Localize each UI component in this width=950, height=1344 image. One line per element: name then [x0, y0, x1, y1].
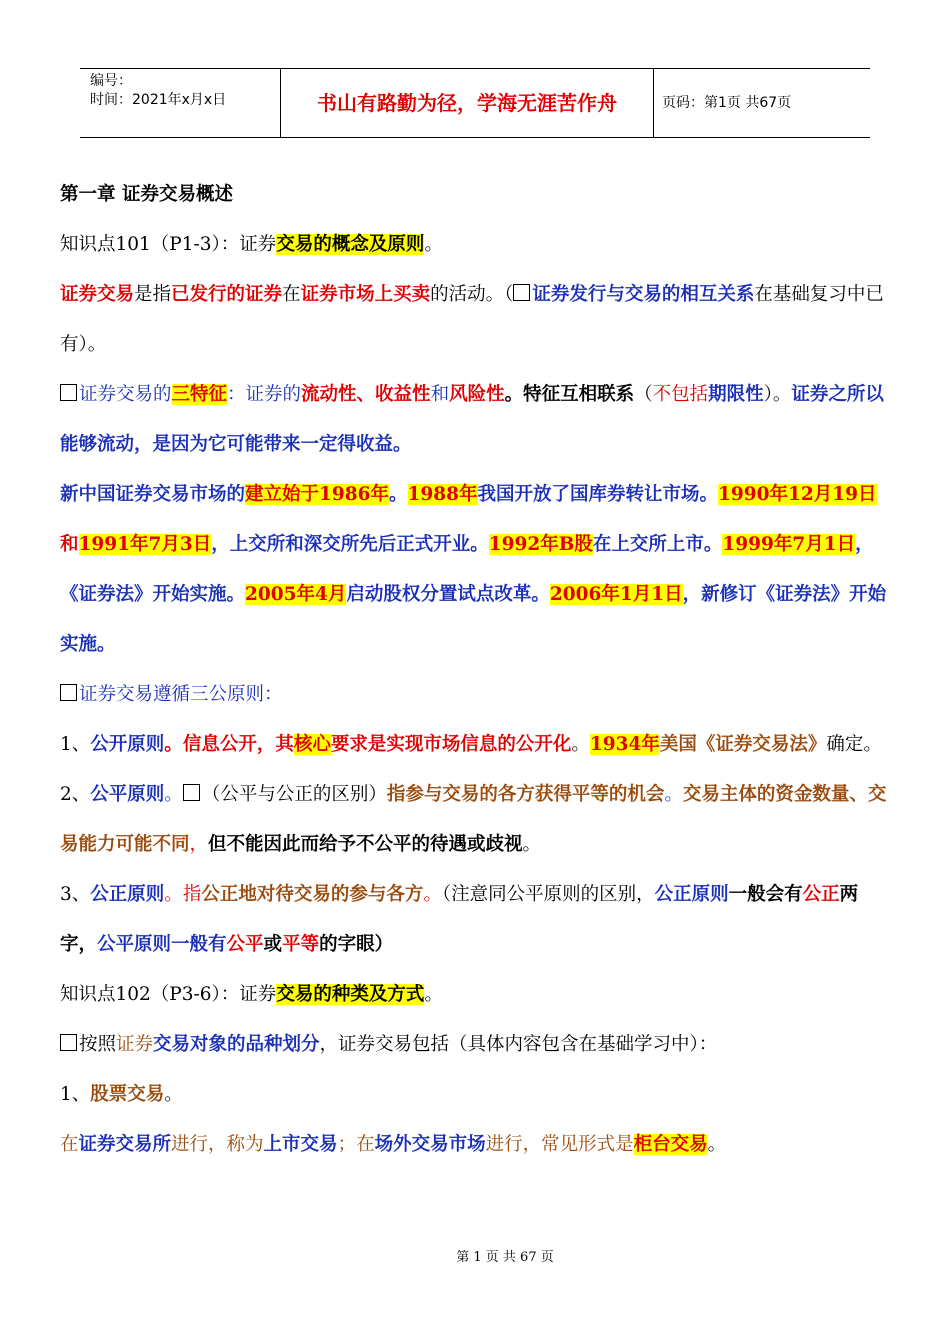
kp101-prefix: 知识点101（P1-3）：证券	[60, 234, 277, 255]
term: 核心	[293, 734, 331, 755]
text: 。	[664, 784, 683, 805]
text: 进行，称为	[171, 1134, 264, 1155]
kp102	[60, 970, 894, 1020]
text: 。	[164, 884, 183, 905]
paragraph-principle-3	[60, 870, 894, 970]
text: ，证券交易包括（具体内容包含在基础学习中）：	[319, 1034, 718, 1055]
text: 。	[423, 884, 442, 905]
checkbox-icon	[513, 284, 530, 301]
document-body	[60, 170, 894, 1170]
text: 。	[571, 734, 590, 755]
checkbox-icon	[183, 784, 200, 801]
date: 1988年	[407, 484, 478, 505]
paragraph-classification	[60, 1020, 894, 1070]
text: 。	[389, 484, 408, 505]
text: 信息公开，其	[182, 734, 294, 755]
text: 或	[263, 934, 283, 955]
date: 1992年B股	[488, 534, 593, 555]
checkbox-icon	[60, 1034, 77, 1051]
term: 公开原则	[90, 734, 165, 755]
kp101	[60, 220, 894, 270]
term: 平等	[282, 934, 320, 955]
term: 《证券交易法》	[696, 734, 827, 755]
text: 公正地对待交易的参与各方	[201, 884, 424, 905]
text: 的活动。（	[430, 284, 514, 305]
term: 公正原则	[654, 884, 729, 905]
date: 1999年7月1日	[722, 534, 856, 555]
text: ：证券的	[227, 384, 302, 405]
text: 是指	[134, 284, 172, 305]
text: （注意同公平原则的区别，	[441, 884, 655, 905]
term: 场外交易市场	[374, 1134, 486, 1155]
text: 在上交所上市。	[592, 534, 723, 555]
text: ）。	[763, 384, 792, 405]
date: 1990年12月19日	[718, 484, 877, 505]
kp101-suffix: 。	[424, 234, 443, 255]
paragraph-history	[60, 470, 894, 670]
paragraph-principle-1	[60, 720, 894, 770]
text: ，上交所和深交所先后正式开业。	[211, 534, 489, 555]
text: 证券交易的	[79, 384, 172, 405]
text: 在	[60, 1134, 79, 1155]
text: 和	[60, 534, 79, 555]
text: 公平原则一般有	[97, 934, 227, 955]
text: 。特征互相联系	[504, 384, 635, 405]
text: ，《证券法》开始实施。	[60, 534, 874, 605]
text: ，新修订《证券法》开始实施。	[60, 584, 887, 655]
date: 1934年	[589, 734, 660, 755]
term: 期限性	[708, 384, 764, 405]
motto: 书山有路勤为径，学海无涯苦作舟	[280, 69, 654, 137]
term: 公正	[802, 884, 840, 905]
text: 证券	[116, 1034, 154, 1055]
text: 新中国证券交易市场的	[60, 484, 246, 505]
term: 证券交易	[60, 284, 135, 305]
text: 指参与交易的各方获得平等的机会	[386, 784, 665, 805]
text: 3、	[60, 884, 91, 905]
text: 两字，	[60, 884, 859, 955]
term: 公平	[226, 934, 264, 955]
date: 2006年1月1日	[549, 584, 683, 605]
text: 证券交易遵循三公原则：	[79, 684, 283, 705]
term: 流动性、收益性	[301, 384, 431, 405]
term: 上市交易	[263, 1134, 338, 1155]
text: 2、	[60, 784, 91, 805]
text: 确定。	[826, 734, 882, 755]
text: 我国开放了国库券转让市场。	[477, 484, 719, 505]
date: 2005年4月	[245, 584, 347, 605]
text: 按照	[79, 1034, 117, 1055]
paragraph-principle-2	[60, 770, 894, 870]
text: ；在	[337, 1134, 375, 1155]
text: （公平与公正的区别）	[201, 784, 387, 805]
term: 已发行的证券	[171, 284, 283, 305]
text: 交易主体的资金数量、交易能力可能不同	[60, 784, 887, 855]
checkbox-icon	[60, 684, 77, 701]
paragraph-listing	[60, 1120, 894, 1170]
paragraph-definition	[60, 270, 894, 370]
term: 公正原则	[90, 884, 165, 905]
header-left-cell	[80, 69, 280, 137]
kp102-prefix: 知识点102（P3-6）：证券	[60, 984, 277, 1005]
term: 证券发行与交易的相互关系	[532, 284, 755, 305]
text: 进行，常见形式是	[485, 1134, 634, 1155]
text: 。	[164, 784, 183, 805]
checkbox-icon	[60, 384, 77, 401]
kp102-suffix: 。	[424, 984, 443, 1005]
text: 。	[164, 1084, 183, 1105]
term: 证券交易所	[78, 1134, 172, 1155]
code-label: 编号：	[90, 73, 132, 89]
text: 的字眼）	[319, 934, 394, 955]
text: （	[634, 384, 653, 405]
text: 启动股权分置试点改革。	[346, 584, 550, 605]
term: 股票交易	[90, 1084, 165, 1105]
text: 要求是实现市场信息的公开化	[330, 734, 572, 755]
header-table	[80, 68, 870, 138]
term: 交易对象的品种划分	[153, 1034, 320, 1055]
text: 但不能因此而给予不公平的待遇或歧视	[208, 834, 523, 855]
text: 一般会有	[728, 884, 803, 905]
term: 三特征	[171, 384, 228, 405]
text: 指	[182, 884, 202, 905]
page-footer: 第 1 页 共 67 页	[456, 1250, 554, 1265]
text: 在基础复习中已有）。	[60, 284, 884, 355]
text: 在	[282, 284, 301, 305]
page-info: 页码：第1页 共67页	[662, 95, 792, 111]
chapter-title: 第一章 证券交易概述	[60, 184, 233, 205]
text: 。	[522, 834, 542, 855]
text: 。	[164, 734, 183, 755]
date: 建立始于1986年	[245, 484, 390, 505]
time-label: 时间：2021年x月x日	[90, 92, 227, 108]
kp102-highlight: 交易的种类及方式	[276, 984, 425, 1005]
text: 。	[707, 1134, 727, 1155]
text: 1、	[60, 1084, 91, 1105]
text: 1、	[60, 734, 91, 755]
text: 证券之所以能够流动，是因为它可能带来一定得收益。	[60, 384, 884, 455]
text: 不包括	[652, 384, 709, 405]
text: 和	[430, 384, 450, 405]
text: 美国	[659, 734, 697, 755]
kp101-highlight: 交易的概念及原则	[276, 234, 425, 255]
text: ，	[189, 834, 209, 855]
term: 证券市场上买卖	[300, 284, 431, 305]
date: 1991年7月3日	[78, 534, 212, 555]
paragraph-three-principles	[60, 670, 894, 720]
term: 风险性	[449, 384, 505, 405]
paragraph-features	[60, 370, 894, 470]
paragraph-stock-trading	[60, 1070, 894, 1120]
term: 公平原则	[90, 784, 165, 805]
term: 柜台交易	[633, 1134, 708, 1155]
